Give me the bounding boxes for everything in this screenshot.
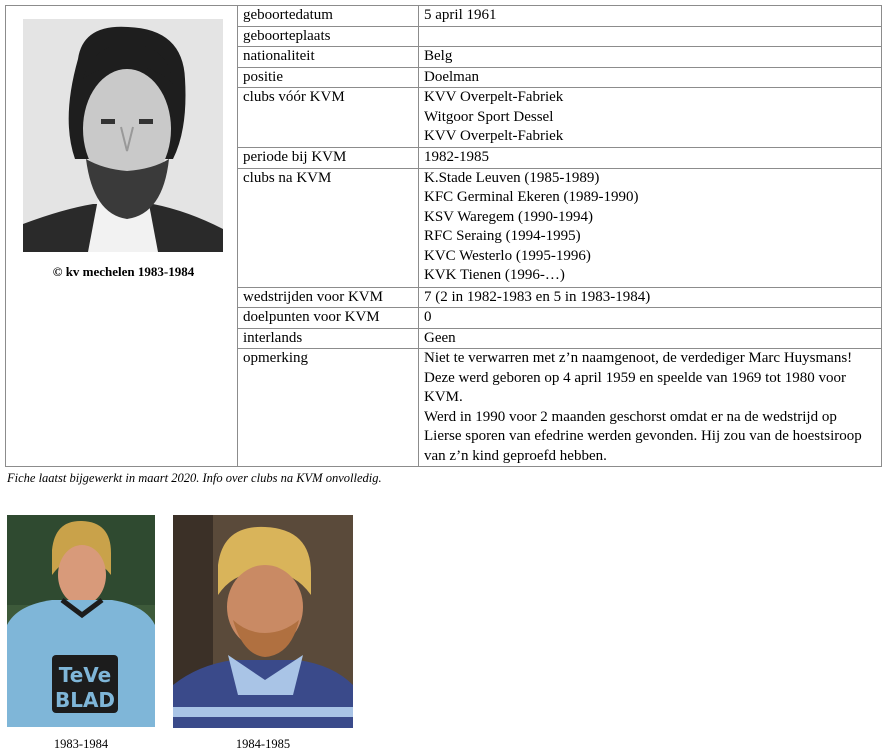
player-portrait-image bbox=[23, 19, 223, 252]
value-line: 0 bbox=[424, 309, 432, 325]
field-value-positie bbox=[419, 67, 882, 88]
value-line: 7 (2 in 1982-1983 en 5 in 1983-1984) bbox=[424, 288, 651, 305]
value-line: KVC Westerlo (1995-1996) bbox=[424, 247, 591, 264]
value-line: 5 april 1961 bbox=[424, 7, 497, 23]
portrait-caption: © kv mechelen 1983-1984 bbox=[52, 264, 195, 279]
field-label-positie: positie bbox=[238, 67, 419, 88]
portrait-cell bbox=[6, 6, 238, 467]
field-value-geboorteplaats bbox=[419, 26, 882, 47]
field-value-interlands bbox=[419, 328, 882, 349]
field-value-doelpunten bbox=[419, 308, 882, 329]
field-value-wedstrijden bbox=[419, 287, 882, 308]
value-line: Geen bbox=[424, 329, 456, 346]
field-label-periode: periode bij KVM bbox=[238, 148, 419, 169]
value-line: 1982-1985 bbox=[424, 149, 489, 165]
photo-caption-1983-1984: 1983-1984 bbox=[53, 737, 109, 751]
field-label-doelpunten: doelpunten voor KVM bbox=[238, 308, 419, 329]
value-line: KVK Tienen (1996-…) bbox=[424, 267, 565, 283]
field-value-clubs-voor bbox=[419, 88, 882, 148]
value-line: RFC Seraing (1994-1995) bbox=[424, 228, 581, 244]
value-line: Doelman bbox=[424, 68, 479, 85]
value-line: Witgoor Sport Dessel bbox=[424, 108, 554, 125]
value-line: KFC Germinal Ekeren (1989-1990) bbox=[424, 189, 639, 205]
value-line: KVV Overpelt-Fabriek bbox=[424, 89, 564, 105]
remark-paragraph: Werd in 1990 voor 2 maanden geschorst omdat er na de wedstrijd op Lierse sporen van efedrine werden gevonden. Hij zou van de hoestsiroop van z’n kind geproefd hebben. bbox=[424, 408, 862, 464]
field-value-periode bbox=[419, 148, 882, 169]
player-fiche-table bbox=[5, 5, 882, 467]
value-line: K.Stade Leuven (1985-1989) bbox=[424, 169, 600, 186]
update-note: Fiche laatst bijgewerkt in maart 2020. Info over clubs na KVM onvolledig. bbox=[7, 471, 382, 485]
photo-caption-1984-1985: 1984-1985 bbox=[235, 737, 291, 751]
field-label-wedstrijden: wedstrijden voor KVM bbox=[238, 287, 419, 308]
field-label-clubs-voor: clubs vóór KVM bbox=[238, 88, 419, 148]
shirt-text: TeVe bbox=[58, 663, 112, 687]
field-value-clubs-na bbox=[419, 168, 882, 287]
field-label-opmerking: opmerking bbox=[238, 349, 419, 467]
field-label-clubs-na: clubs na KVM bbox=[238, 168, 419, 287]
field-label-nationaliteit: nationaliteit bbox=[238, 47, 419, 68]
field-label-geboortedatum: geboortedatum bbox=[238, 6, 419, 27]
value-line: Belg bbox=[424, 48, 453, 64]
field-value-nationaliteit bbox=[419, 47, 882, 68]
remark-paragraph: Niet te verwarren met z’n naamgenoot, de verdediger Marc Huysmans! Deze werd geboren op 4 april 1959 en speelde van 1969 tot 1980 voor KVM. bbox=[424, 350, 853, 405]
field-value-geboortedatum bbox=[419, 6, 882, 27]
value-line: KSV Waregem (1990-1994) bbox=[424, 208, 594, 225]
value-line: KVV Overpelt-Fabriek bbox=[424, 128, 564, 144]
field-label-interlands: interlands bbox=[238, 328, 419, 349]
field-value-opmerking bbox=[419, 349, 882, 467]
photo-1983-1984 bbox=[7, 515, 155, 727]
photo-1984-1985 bbox=[173, 515, 353, 728]
shirt-text: BLAD bbox=[54, 688, 116, 712]
field-label-geboorteplaats: geboorteplaats bbox=[238, 26, 419, 47]
